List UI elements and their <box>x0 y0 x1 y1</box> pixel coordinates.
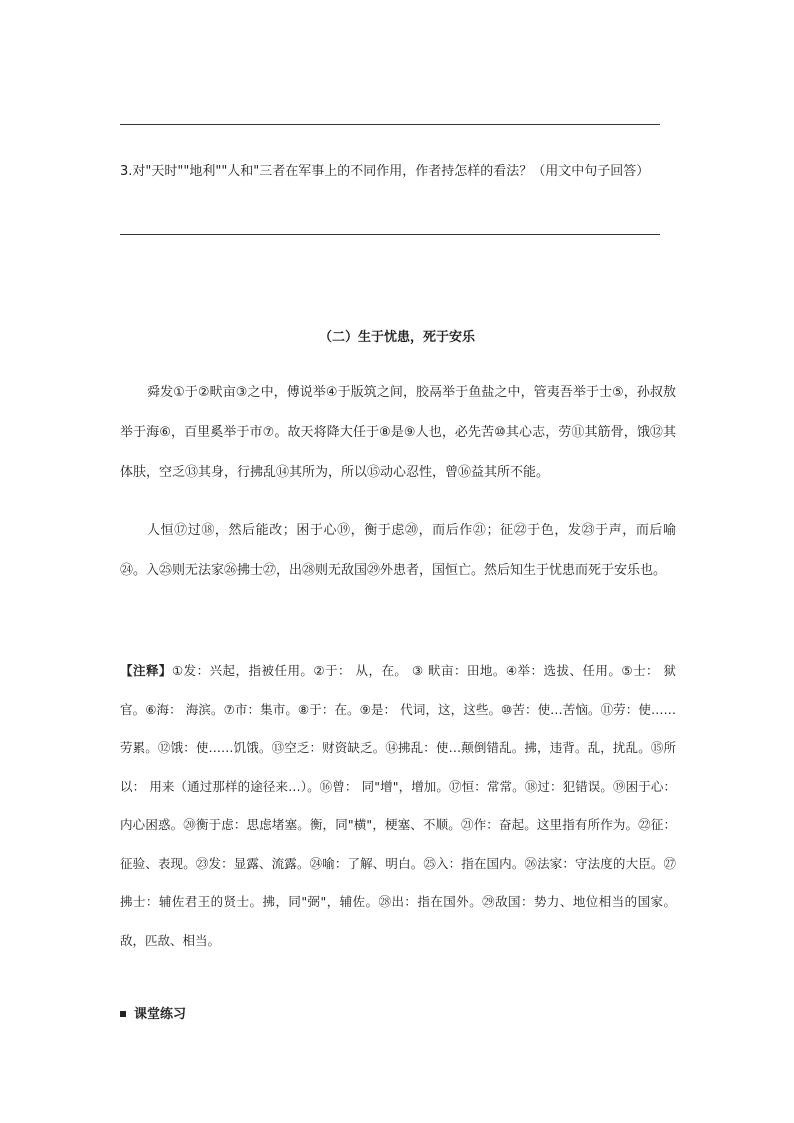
text-paragraph-1: 舜发①于②畎亩③之中，傅说举④于版筑之间，胶鬲举于鱼盐之中，管夷吾举于士⑤，孙叔敖举于海⑥，百里奚举于市⑦。故天将降大任于⑧是⑨人也，必先苦⑩其心志，劳⑪其筋骨，饿⑫其体肤，空乏⑬其身，行拂乱⑭其所为，所以⑮动心忍性，曾⑯益其所不能。 <box>120 385 676 480</box>
annotations-label: 【注释】 <box>120 663 172 678</box>
practice-heading <box>120 1006 186 1024</box>
square-bullet-icon <box>120 1011 126 1017</box>
question-3: 3.对"天时""地利""人和"三者在军事上的不同作用，作者持怎样的看法？（用文中句子回答） <box>120 164 650 179</box>
practice-heading-label: 课堂练习 <box>134 1007 187 1022</box>
text-paragraph-2: 人恒⑰过⑱，然后能改；困于心⑲，衡于虑⑳，而后作㉑；征㉒于色，发㉓于声，而后喻㉔。入㉕则无法家㉖拂士㉗，出㉘则无敌国㉙外患者，国恒亡。然后知生于忧患而死于安乐也。 <box>120 523 676 578</box>
section-title: （二）生于忧患，死于安乐 <box>318 330 475 345</box>
annotations-text: ①发：兴起，指被任用。②于： 从，在。 ③ 畎亩：田地。④举：选拔、任用。⑤士： 狱官。⑥海： 海滨。⑦市：集市。⑧于：在。⑨是： 代词，这，这些。⑩苦：使…苦恼。⑪劳：使……劳累。⑫饿：使……饥饿。⑬空乏：财资缺乏。⑭拂乱：使…颠倒错乱。拂，违背。乱，扰乱。⑮所以： 用来（通过那样的途径来…）。⑯曾： 同"增"，增加。⑰恒：常常。⑱过：犯错误。⑲困于心：内心困惑。⑳衡于虑：思虑堵塞。衡，同"横"，梗塞、不顺。㉑作：奋起。这里指有所作为。㉒征：征验、表现。㉓发：显露、流露。㉔喻：了解、明白。㉕入：指在国内。㉖法家：守法度的大臣。㉗拂士：辅佐君王的贤士。拂，同"弼"，辅佐。㉘出：指在国外。㉙敌国：势力、地位相当的国家。敌，匹敌、相当。 <box>120 663 676 948</box>
answer-line-2 <box>120 234 660 235</box>
answer-line-1 <box>120 124 660 125</box>
annotations <box>120 652 676 960</box>
